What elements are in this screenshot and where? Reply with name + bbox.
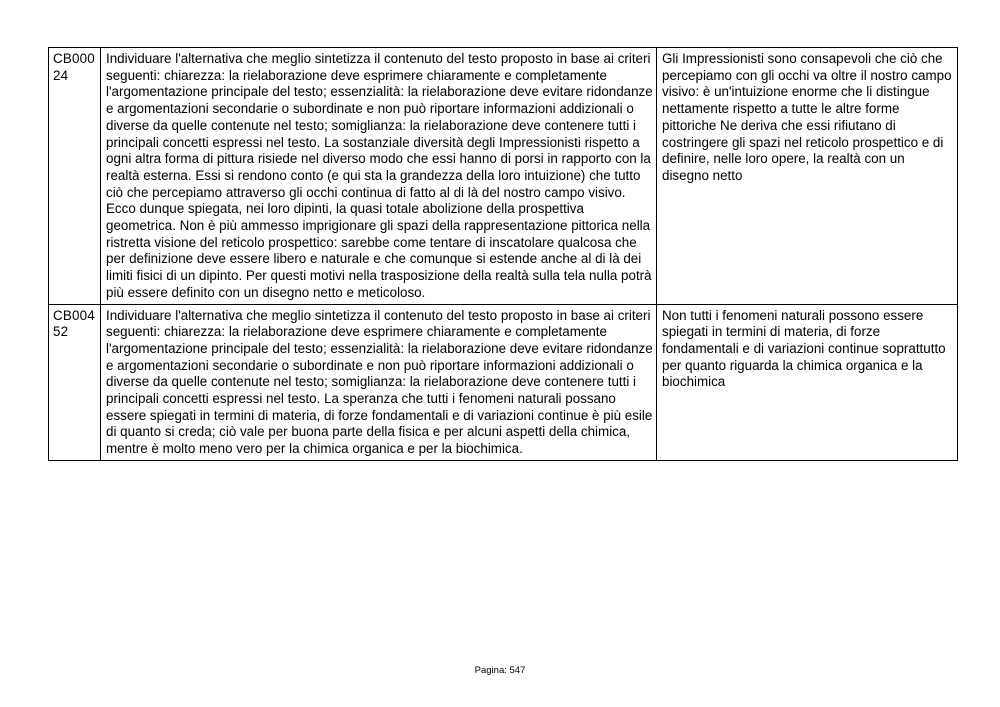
question-code-cell [49, 48, 101, 305]
answer-text-cell: Non tutti i fenomeni naturali possono essere spiegati in termini di materia, di forze fondamentali e di variazioni continue soprattutto per quanto riguarda la chimica organica e la biochimica [657, 304, 958, 460]
question-code-part1: CB000 [53, 51, 95, 66]
question-text-cell: Individuare l'alternativa che meglio sintetizza il contenuto del testo proposto in base ai criteri seguenti: chiarezza: la rielaborazione deve esprimere chiaramente e completamente l'argomentazione principale del testo; essenzialità: la rielaborazione deve evitare ridondanze e argomentazioni secondarie o subordinate e non può riportare informazioni addizionali o diverse da quelle contenute nel testo; somiglianza: la rielaborazione deve contenere tutti i principali concetti espressi nel testo. La speranza che tutti i fenomeni naturali possano essere spiegati in termini di materia, di forze fondamentali e di variazioni continue è più esile di quanto si creda; ciò vale per buona parte della fisica e per alcuni aspetti della chimica, mentre è molto meno vero per la chimica organica e per la biochimica. [101, 304, 657, 460]
page-number: Pagina: 547 [474, 665, 526, 676]
table-row [49, 304, 958, 460]
questions-table [48, 47, 958, 461]
question-code-cell [49, 304, 101, 460]
answer-text-cell: Gli Impressionisti sono consapevoli che ciò che percepiamo con gli occhi va oltre il nostro campo visivo: è un'intuizione enorme che li distingue nettamente rispetto a tutte le altre forme pittoriche Ne deriva che essi rifiutano di costringere gli spazi nel reticolo prospettico e di definire, nelle loro opere, la realtà con un disegno netto [657, 48, 958, 305]
question-code-part1: CB004 [53, 307, 95, 323]
table-row [49, 48, 958, 305]
question-code-part2: 24 [53, 67, 69, 83]
question-text-cell: Individuare l'alternativa che meglio sintetizza il contenuto del testo proposto in base ai criteri seguenti: chiarezza: la rielaborazione deve esprimere chiaramente e completamente l'argomentazione principale del testo; essenzialità: la rielaborazione deve evitare ridondanze e argomentazioni secondarie o subordinate e non può riportare informazioni addizionali o diverse da quelle contenute nel testo; somiglianza: la rielaborazione deve contenere tutti i principali concetti espressi nel testo. La sostanziale diversità degli Impressionisti rispetto a ogni altra forma di pittura risiede nel diverso modo che essi hanno di porsi in rapporto con la realtà esterna. Essi si rendono conto (e qui sta la grandezza della loro intuizione) che tutto ciò che percepiamo attraverso gli occhi continua di fatto al di là del nostro campo visivo. Ecco dunque spiegata, nei loro dipinti, la quasi totale abolizione della prospettiva geometrica. Non è più ammesso imprigionare gli spazi della rappresentazione pittorica nella ristretta visione del reticolo prospettico: sarebbe come tentare di inscatolare qualcosa che per definizione deve essere libero e naturale e che comunque si estende anche al di là dei limiti fisici di un dipinto. Per questi motivi nella trasposizione della realtà sulla tela nulla potrà più essere definito con un disegno netto e meticoloso. [101, 48, 657, 305]
question-code-part2: 52 [53, 324, 69, 340]
